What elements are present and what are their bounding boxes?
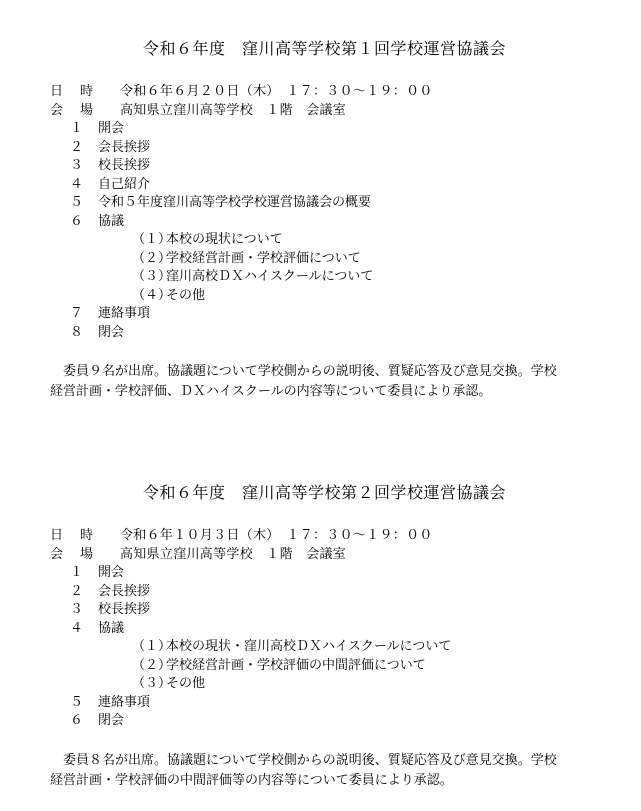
sub-agenda-number: （１） (132, 639, 172, 654)
agenda-item (0, 157, 641, 176)
date-row (0, 526, 641, 545)
agenda-item (0, 564, 641, 583)
agenda-label: 会長挨拶 (98, 139, 151, 155)
date-value: 令和６年６月２０日（木） １７：３０～１９：００ (120, 84, 433, 99)
sub-agenda-number: （１） (132, 232, 172, 247)
sub-agenda-item (0, 287, 641, 306)
agenda-label: 連絡事項 (98, 694, 151, 710)
sub-agenda-label: 窪川高校ＤＸハイスクールについて (166, 269, 374, 284)
agenda-label: 閉会 (98, 713, 125, 728)
agenda-label: 閉会 (98, 324, 125, 340)
agenda-item (0, 194, 641, 213)
sub-agenda-number: （３） (132, 269, 172, 284)
agenda-item (0, 694, 641, 713)
agenda-number: ４ (70, 620, 84, 636)
meeting-section-2 (0, 482, 641, 791)
meeting-meta (0, 82, 641, 120)
place-value: 高知県立窪川高等学校 １階 会議室 (120, 547, 347, 562)
date-value: 令和６年１０月３日（木） １７：３０～１９：００ (120, 528, 433, 543)
sub-agenda-item (0, 638, 641, 657)
agenda-label: 校長挨拶 (98, 158, 151, 173)
agenda-item (0, 120, 641, 139)
sub-agenda-item (0, 675, 641, 694)
agenda-label: 開会 (98, 121, 125, 136)
agenda-number: ３ (70, 158, 84, 173)
date-label: 日 時 (50, 84, 96, 99)
meeting-summary (0, 751, 595, 791)
agenda-item (0, 305, 641, 324)
agenda-list (0, 120, 641, 342)
agenda-label: 連絡事項 (98, 306, 151, 321)
agenda-label: 会長挨拶 (98, 583, 151, 599)
sub-agenda-item (0, 268, 641, 287)
sub-agenda-number: （２） (132, 657, 172, 673)
agenda-item (0, 583, 641, 602)
agenda-label: 自己紹介 (98, 176, 151, 192)
agenda-label: 令和５年度窪川高等学校学校運営協議会の概要 (98, 195, 372, 210)
sub-agenda-label: その他 (166, 676, 206, 691)
meeting-section-1 (0, 38, 641, 402)
place-row (0, 545, 641, 564)
agenda-number: ２ (70, 583, 84, 599)
agenda-item (0, 620, 641, 639)
meeting-title: 令和６年度 窪川高等学校第１回学校運営協議会 (142, 39, 506, 58)
meeting-title: 令和６年度 窪川高等学校第２回学校運営協議会 (142, 483, 506, 502)
agenda-label: 協議 (98, 213, 125, 229)
agenda-item (0, 712, 641, 731)
date-row (0, 82, 641, 101)
agenda-number: １ (70, 121, 84, 136)
agenda-number: ４ (70, 176, 84, 192)
agenda-item (0, 324, 641, 343)
agenda-list (0, 564, 641, 731)
agenda-number: ５ (70, 694, 84, 710)
place-label: 会 場 (50, 547, 96, 562)
sub-agenda-label: 学校経営計画・学校評価の中間評価について (166, 657, 426, 673)
sub-agenda-number: （４） (132, 287, 172, 303)
sub-agenda-item (0, 231, 641, 250)
sub-agenda-label: 学校経営計画・学校評価について (166, 250, 361, 266)
sub-agenda-label: その他 (166, 287, 206, 303)
sub-agenda-item (0, 657, 641, 676)
sub-agenda-label: 本校の現状・窪川高校ＤＸハイスクールについて (166, 639, 452, 654)
agenda-item (0, 601, 641, 620)
sub-agenda-number: （３） (132, 676, 172, 691)
summary-line: 委員８名が出席。協議題について学校側からの説明後、質疑応答及び意見交換。学校 (63, 752, 557, 768)
agenda-label: 開会 (98, 565, 125, 580)
agenda-number: ７ (70, 306, 84, 321)
sub-agenda-label: 本校の現状について (166, 232, 283, 247)
summary-line: 経営計画・学校評価、ＤＸハイスクールの内容等について委員により承認。 (50, 384, 492, 399)
agenda-item (0, 139, 641, 158)
place-value: 高知県立窪川高等学校 １階 会議室 (120, 103, 347, 118)
meeting-summary (0, 362, 595, 402)
place-row (0, 101, 641, 120)
agenda-label: 校長挨拶 (98, 602, 151, 617)
sub-agenda-number: （２） (132, 250, 172, 266)
agenda-number: １ (70, 565, 84, 580)
agenda-label: 協議 (98, 620, 125, 636)
sub-agenda-item (0, 250, 641, 269)
agenda-number: ３ (70, 602, 84, 617)
summary-line: 委員９名が出席。協議題について学校側からの説明後、質疑応答及び意見交換。学校 (63, 364, 557, 379)
agenda-number: ２ (70, 139, 84, 155)
agenda-number: ５ (70, 195, 84, 210)
summary-line: 経営計画・学校評価の中間評価等の内容等について委員により承認。 (50, 772, 453, 788)
meeting-meta (0, 526, 641, 564)
place-label: 会 場 (50, 103, 96, 118)
agenda-item (0, 213, 641, 232)
agenda-number: ６ (70, 213, 84, 229)
agenda-number: ８ (70, 324, 84, 340)
date-label: 日 時 (50, 528, 96, 543)
agenda-number: ６ (70, 713, 84, 728)
agenda-item (0, 176, 641, 195)
